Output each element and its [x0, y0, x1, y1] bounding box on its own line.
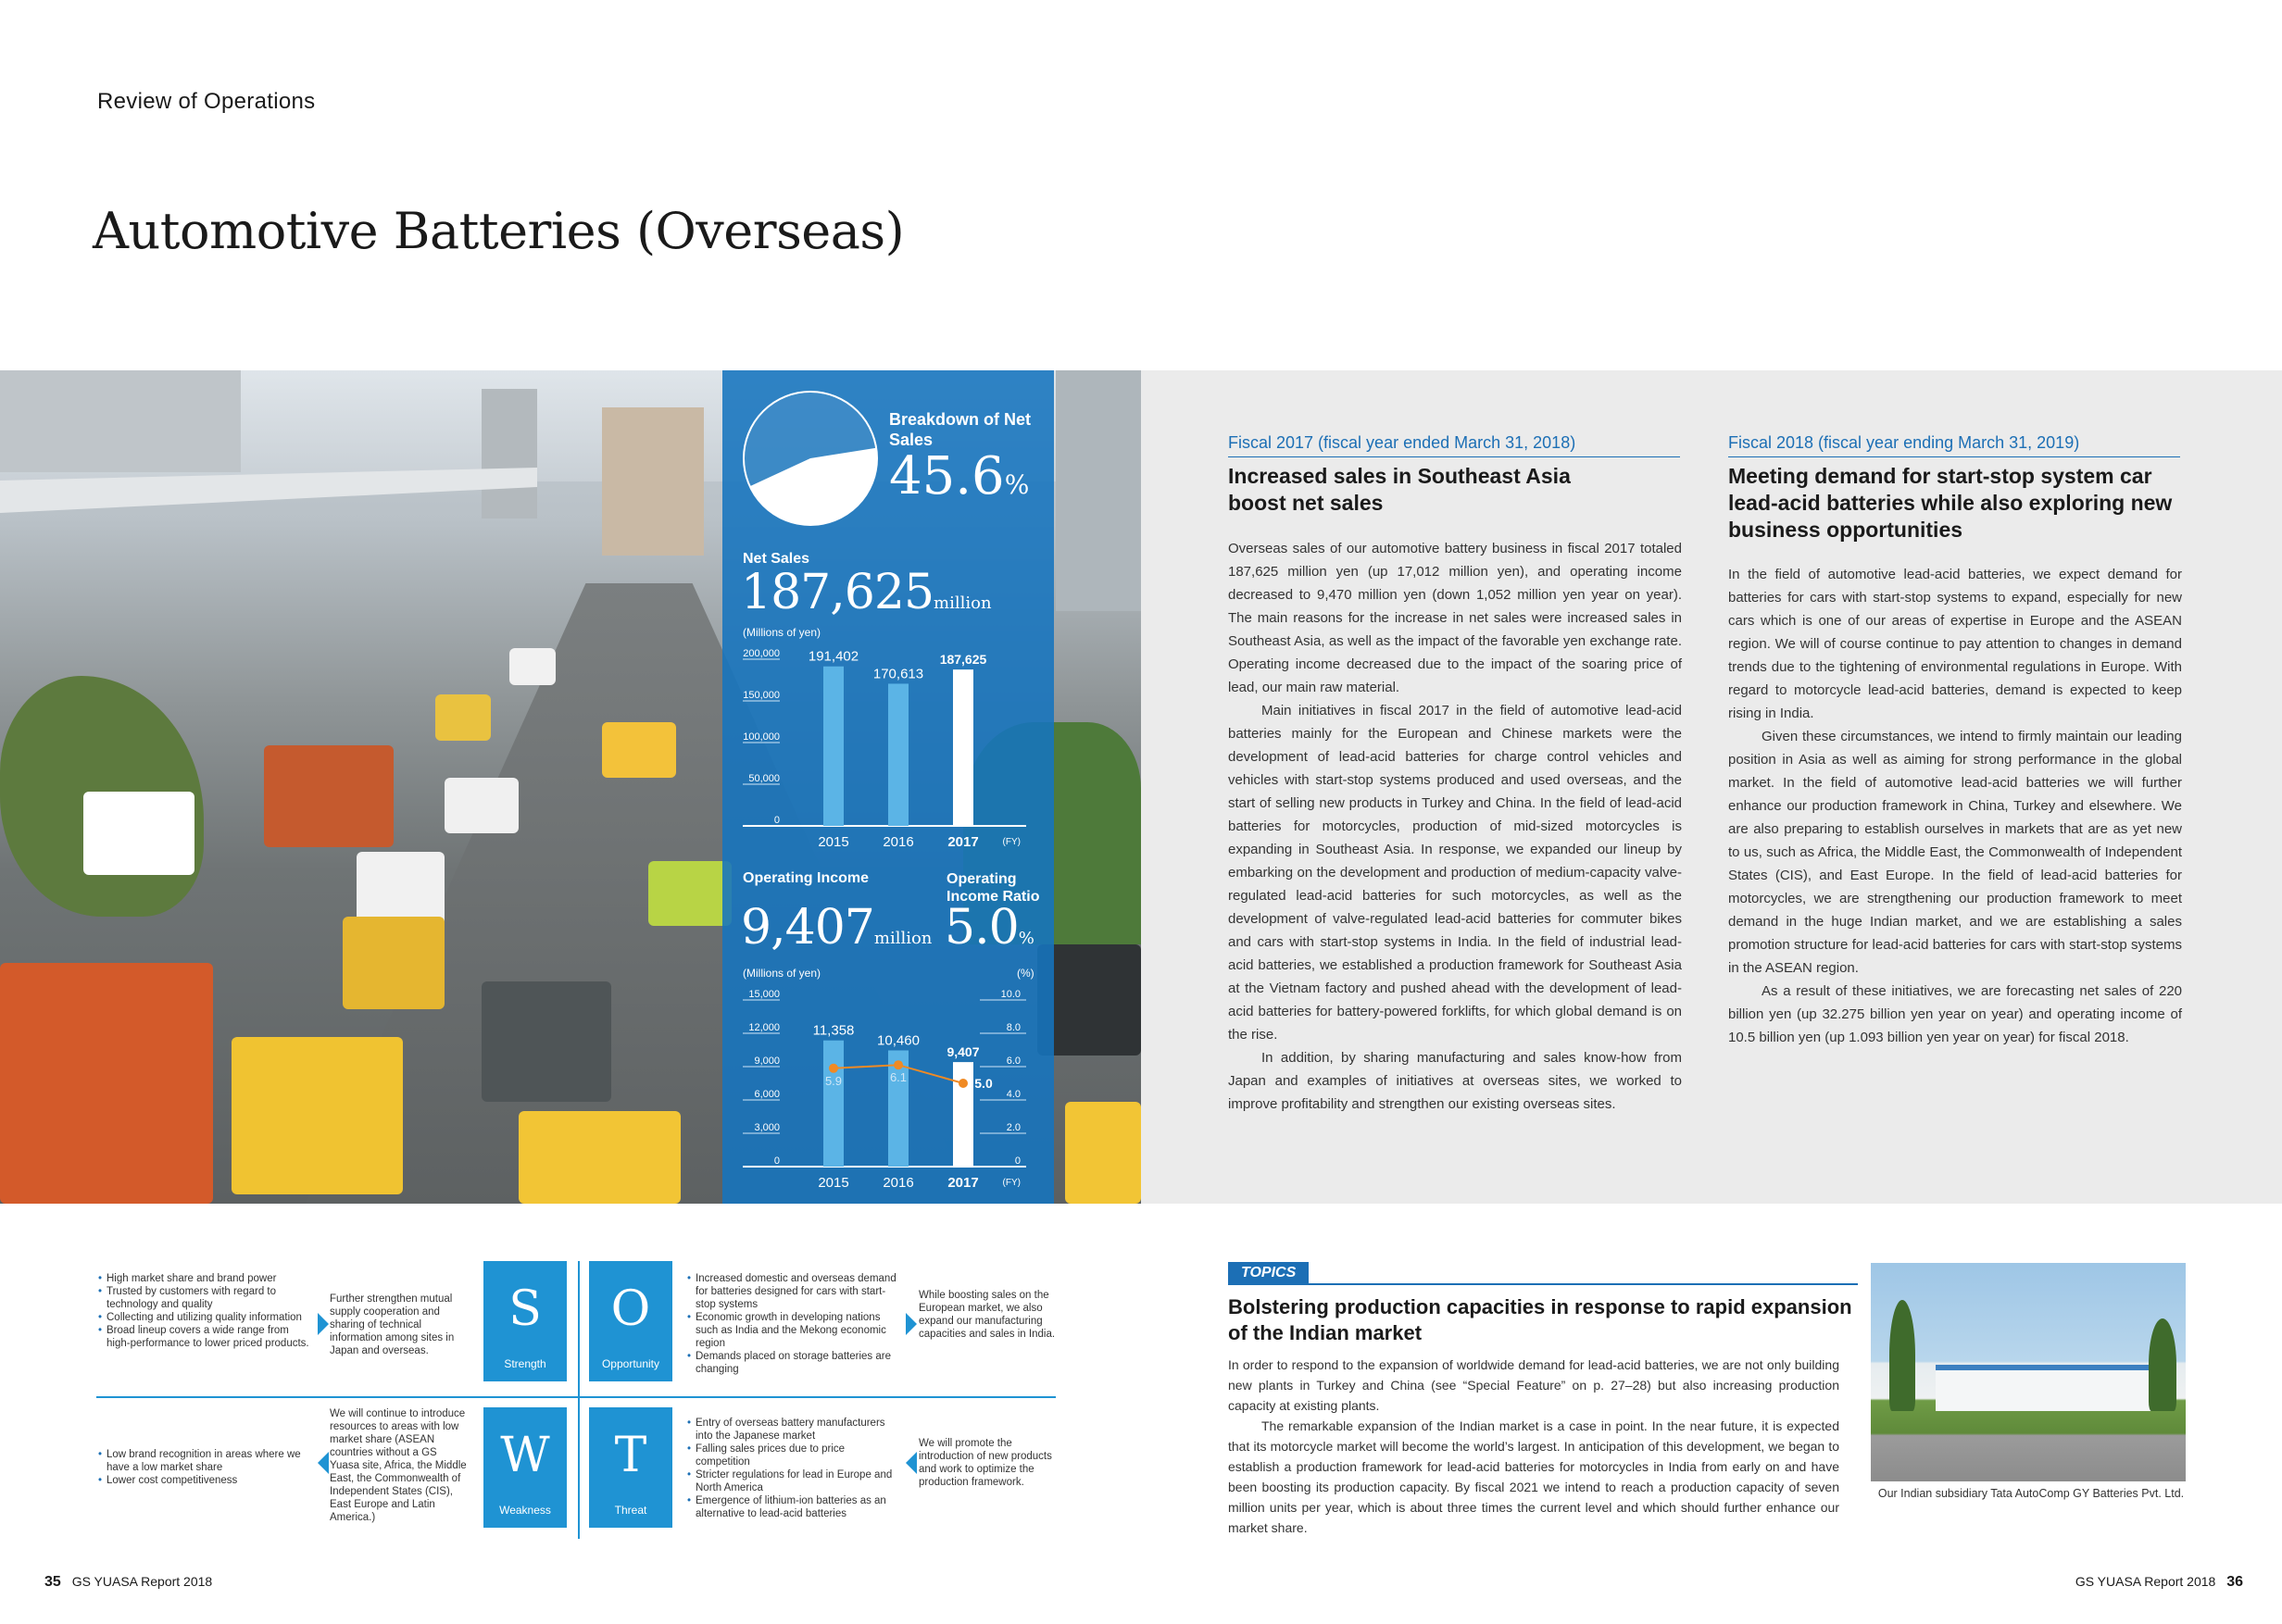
page-number-left: 35 [44, 1574, 61, 1590]
operating-income-ratio-value: 5.0% [945, 900, 1034, 956]
opportunity-word: Opportunity [601, 1357, 660, 1370]
fiscal-2017-heading: Increased sales in Southeast Asia boost net sales [1228, 464, 1571, 515]
bar-value-label: 191,402 [808, 648, 859, 665]
fiscal-2017-paragraph: Main initiatives in fiscal 2017 in the field of automotive lead-acid batteries mainly for the European and Chinese markets were the development of lead-acid batteries for charge control vehicles and vehicles with start-stop systems produced and used overseas, and the start of selling new products in Turkey and China. In the field of lead-acid batteries for motorcycles, production of mid-sized motorcycles is expanding in Southeast Asia. In response, we expanded our lineup by embarking on the development and production of medium-capacity valve-regulated lead-acid batteries for such motorcycles, as well as the development of valve-regulated lead-acid batteries for commuter bikes and cars with start-stop systems in India. In the field of industrial lead-acid batteries, we established a production framework for Southeast Asia at the Vietnam factory and pushed ahead with the development of lead-acid batteries for battery-powered forklifts, for which global demand is on the rise. [1228, 703, 1682, 1043]
bar-2015 [823, 1041, 844, 1167]
topics-badge: TOPICS [1228, 1262, 1309, 1284]
bar-value-label: 11,358 [812, 1022, 855, 1039]
strength-box [483, 1261, 567, 1381]
ratio-value-label: 6.1 [889, 1070, 908, 1085]
opportunity-note: While boosting sales on the European market, we also expand our manufacturing capacities and sales in India. [919, 1290, 1056, 1340]
x-tick-label: 2016 [883, 834, 914, 850]
fiscal-2017-paragraph: Overseas sales of our automotive battery business in fiscal 2017 totaled 187,625 million yen (up 17,012 million yen), and operating income decreased to 9,470 million yen (down 1,052 million yen year on year). The main reasons for the increase in net sales were increased sales in Southeast Asia, as well as the impact of the favorable yen exchange rate. Operating income decreased due to the impact of the soaring price of lead, our main raw material. [1228, 541, 1682, 695]
strength-item: • Trusted by customers with regard to technology and quality [98, 1285, 311, 1311]
threat-word: Threat [614, 1504, 647, 1517]
footer-right [2075, 1574, 2251, 1591]
y-tick-label: 3,000 [754, 1122, 780, 1133]
weakness-item: • Low brand recognition in areas where we have a low market share [98, 1448, 311, 1474]
threat-box [589, 1407, 672, 1528]
bar-value-label: 170,613 [872, 666, 924, 682]
operating-income-label: Operating Income [743, 870, 870, 886]
net-sales-units-note: (Millions of yen) [743, 626, 821, 639]
arrow-icon [318, 1452, 329, 1474]
weakness-word: Weakness [499, 1504, 551, 1517]
strength-item: • Broad lineup covers a wide range from high-performance to lower priced products. [98, 1324, 311, 1350]
net-sales-value: 187,625million [741, 565, 992, 620]
opportunity-item: • Economic growth in developing nations such as India and the Mekong economic region [687, 1311, 900, 1350]
y-tick-label: 200,000 [743, 648, 780, 659]
fiscal-2017-body [1228, 537, 1682, 1116]
y2-tick-label: 8.0 [1006, 1022, 1021, 1033]
x-axis-label: (FY) [1002, 837, 1021, 847]
fiscal-2018-paragraph: As a result of these initiatives, we are forecasting net sales of 220 billion yen (up 32.275 billion yen year on year) and operating income of 10.5 billion yen (up 1.093 billion yen year on year) for fiscal 2018. [1728, 983, 2182, 1045]
threat-item: • Entry of overseas battery manufacturers into the Japanese market [687, 1417, 900, 1443]
section-label: Review of Operations [97, 89, 316, 114]
net-sales-label: Net Sales [743, 551, 810, 567]
breakdown-value: 45.6% [889, 446, 1030, 506]
bar-value-label: 187,625 [939, 652, 987, 668]
bar-2016 [888, 683, 909, 826]
x-tick-label: 2015 [818, 834, 849, 850]
strength-word: Strength [504, 1357, 546, 1370]
x-axis-label: (FY) [1002, 1178, 1021, 1188]
weakness-letter: W [500, 1428, 550, 1483]
breakdown-label: Breakdown of Net Sales [889, 410, 1032, 449]
fiscal-2018-paragraph: Given these circumstances, we intend to firmly maintain our leading position in Asia as well as aiming for strong performance in the global market. In the field of automotive lead-acid batteries we will further enhance our production framework in China, Turkey and elsewhere. We are also preparing to establish ourselves in markets that are as yet new to us, such as Africa, the Middle East, the Commonwealth of Independent States (CIS), and East Europe. In the field of lead-acid batteries for motorcycles, we are strengthening our production framework to meet demand in the huge Indian market, and we are establishing a sales promotion structure for lead-acid batteries for cars with start-stop systems in the ASEAN region. [1728, 729, 2182, 976]
threat-note: We will promote the introduction of new products and work to optimize the production framework. [919, 1438, 1052, 1488]
kpi-panel [722, 370, 1054, 1204]
y-tick-label: 100,000 [743, 731, 780, 743]
y-tick-label: 0 [773, 1156, 780, 1167]
operating-income-value: 9,407million [741, 900, 933, 956]
fiscal-2018-paragraph: In the field of automotive lead-acid batteries, we expect demand for batteries for cars with start-stop systems to expand, especially for new cars which is one of our areas of expertise in Europe and the ASEAN region. We will of course continue to pay attention to changes in demand trends due to the tightening of environmental regulations in Europe. With regard to motorcycle lead-acid batteries, demand is expected to keep rising in India. [1728, 567, 2182, 721]
bar-2017 [953, 669, 973, 826]
threat-letter: T [614, 1428, 647, 1483]
strength-note: Further strengthen mutual supply cooperation and sharing of technical information among sites in Japan and overseas. [330, 1293, 455, 1356]
x-tick-label: 2015 [818, 1175, 849, 1191]
sales-breakdown-pie-chart [741, 389, 880, 528]
topics-heading: Bolstering production capacities in response to rapid expansion of the Indian market [1228, 1295, 1852, 1344]
topics-body [1228, 1355, 1839, 1538]
threat-item: • Emergence of lithium-ion batteries as an alternative to lead-acid batteries [687, 1494, 900, 1520]
topics-rule [1228, 1283, 1858, 1285]
arrow-icon [906, 1313, 917, 1335]
strength-item: • Collecting and utilizing quality information [98, 1311, 311, 1324]
bar-2017 [953, 1062, 973, 1167]
operating-income-ratio-label: Operating Income Ratio [947, 871, 1040, 905]
y-tick-label: 6,000 [754, 1089, 780, 1100]
y-tick-label: 0 [773, 815, 780, 826]
net-sales-bar-chart [722, 641, 1054, 854]
ratio-point [894, 1060, 903, 1069]
strength-letter: S [508, 1281, 542, 1337]
swot-analysis [93, 1241, 1056, 1546]
y-tick-label: 150,000 [743, 690, 780, 701]
y-tick-label: 50,000 [748, 773, 780, 784]
fiscal-2018-kicker: Fiscal 2018 (fiscal year ending March 31, 2019) [1728, 433, 2180, 457]
page-number-right: 36 [2226, 1574, 2243, 1590]
strength-item: • High market share and brand power [98, 1272, 311, 1285]
bar-value-label: 9,407 [947, 1044, 980, 1060]
bar-value-label: 10,460 [877, 1032, 920, 1049]
footer-title-left: GS YUASA Report 2018 [71, 1574, 213, 1589]
arrow-icon [318, 1313, 329, 1335]
opportunity-item: • Demands placed on storage batteries are changing [687, 1350, 900, 1376]
weakness-item: • Lower cost competitiveness [98, 1474, 311, 1487]
y2-tick-label: 0 [1014, 1156, 1021, 1167]
opportunity-box [589, 1261, 672, 1381]
factory-photo-caption: Our Indian subsidiary Tata AutoComp GY Batteries Pvt. Ltd. [1877, 1487, 2185, 1500]
fiscal-2018-body [1728, 563, 2182, 1049]
topics-paragraph: The remarkable expansion of the Indian market is a case in point. In the near future, it is expected that its motorcycle market will become the world’s largest. In anticipation of this development, we began to establish a production framework for lead-acid batteries for motorcycles in India from early on and have been boosting its production capacity. By fiscal 2021 we intend to reach a production capacity of seven million units per year, which is about three times the current level and which should further enhance our market share. [1228, 1418, 1839, 1535]
fiscal-2017-paragraph: In addition, by sharing manufacturing and sales know-how from Japan and examples of initiatives at overseas sites, we worked to improve profitability and strengthen our existing overseas sites. [1228, 1050, 1682, 1112]
y2-tick-label: 2.0 [1006, 1122, 1021, 1133]
ratio-value-label: 5.9 [824, 1073, 843, 1088]
opportunity-letter: O [610, 1281, 651, 1337]
y-tick-label: 12,000 [748, 1022, 780, 1033]
threat-item: • Stricter regulations for lead in Europe and North America [687, 1468, 900, 1494]
opportunity-items [687, 1272, 900, 1376]
strength-items [98, 1272, 311, 1350]
y-tick-label: 9,000 [754, 1056, 780, 1067]
arrow-icon [906, 1452, 917, 1474]
fiscal-2017-kicker: Fiscal 2017 (fiscal year ended March 31, 2018) [1228, 433, 1680, 457]
operating-income-bar-chart [722, 981, 1054, 1194]
threat-item: • Falling sales prices due to price competition [687, 1443, 900, 1468]
x-tick-label: 2016 [883, 1175, 914, 1191]
y-tick-label: 15,000 [748, 989, 780, 1000]
x-tick-label: 2017 [947, 1175, 979, 1191]
india-factory-photo [1871, 1263, 2186, 1481]
operating-ratio-units-note: (%) [1017, 967, 1034, 980]
y2-tick-label: 6.0 [1006, 1056, 1021, 1067]
y2-tick-label: 4.0 [1006, 1089, 1021, 1100]
y2-tick-label: 10.0 [1000, 989, 1021, 1000]
footer-title-right: GS YUASA Report 2018 [2075, 1574, 2216, 1589]
ratio-point [959, 1079, 968, 1088]
topics-paragraph: In order to respond to the expansion of worldwide demand for lead-acid batteries, we are not only building new plants in Turkey and China (see “Special Feature” on p. 27–28) but also increasing production capacity at existing plants. [1228, 1357, 1839, 1413]
weakness-note: We will continue to introduce resources to areas with low market share (ASEAN countries without a GS Yuasa site, Africa, the Middle East, the Commonwealth of Independent States (CIS), East Europe and Latin America.) [330, 1408, 467, 1523]
opportunity-item: • Increased domestic and overseas demand for batteries designed for cars with start-stop systems [687, 1272, 900, 1311]
weakness-items [98, 1448, 311, 1487]
x-tick-label: 2017 [947, 834, 979, 850]
weakness-box [483, 1407, 567, 1528]
operating-income-units-note: (Millions of yen) [743, 967, 821, 980]
fiscal-2018-heading: Meeting demand for start-stop system car lead-acid batteries while also exploring new business opportunities [1728, 464, 2173, 542]
bar-2015 [823, 667, 844, 826]
ratio-value-label: 5.0 [974, 1076, 993, 1091]
footer-left [37, 1574, 212, 1591]
ratio-point [829, 1064, 838, 1073]
page-title: Automotive Batteries (Overseas) [93, 202, 905, 260]
threat-items [687, 1417, 900, 1520]
